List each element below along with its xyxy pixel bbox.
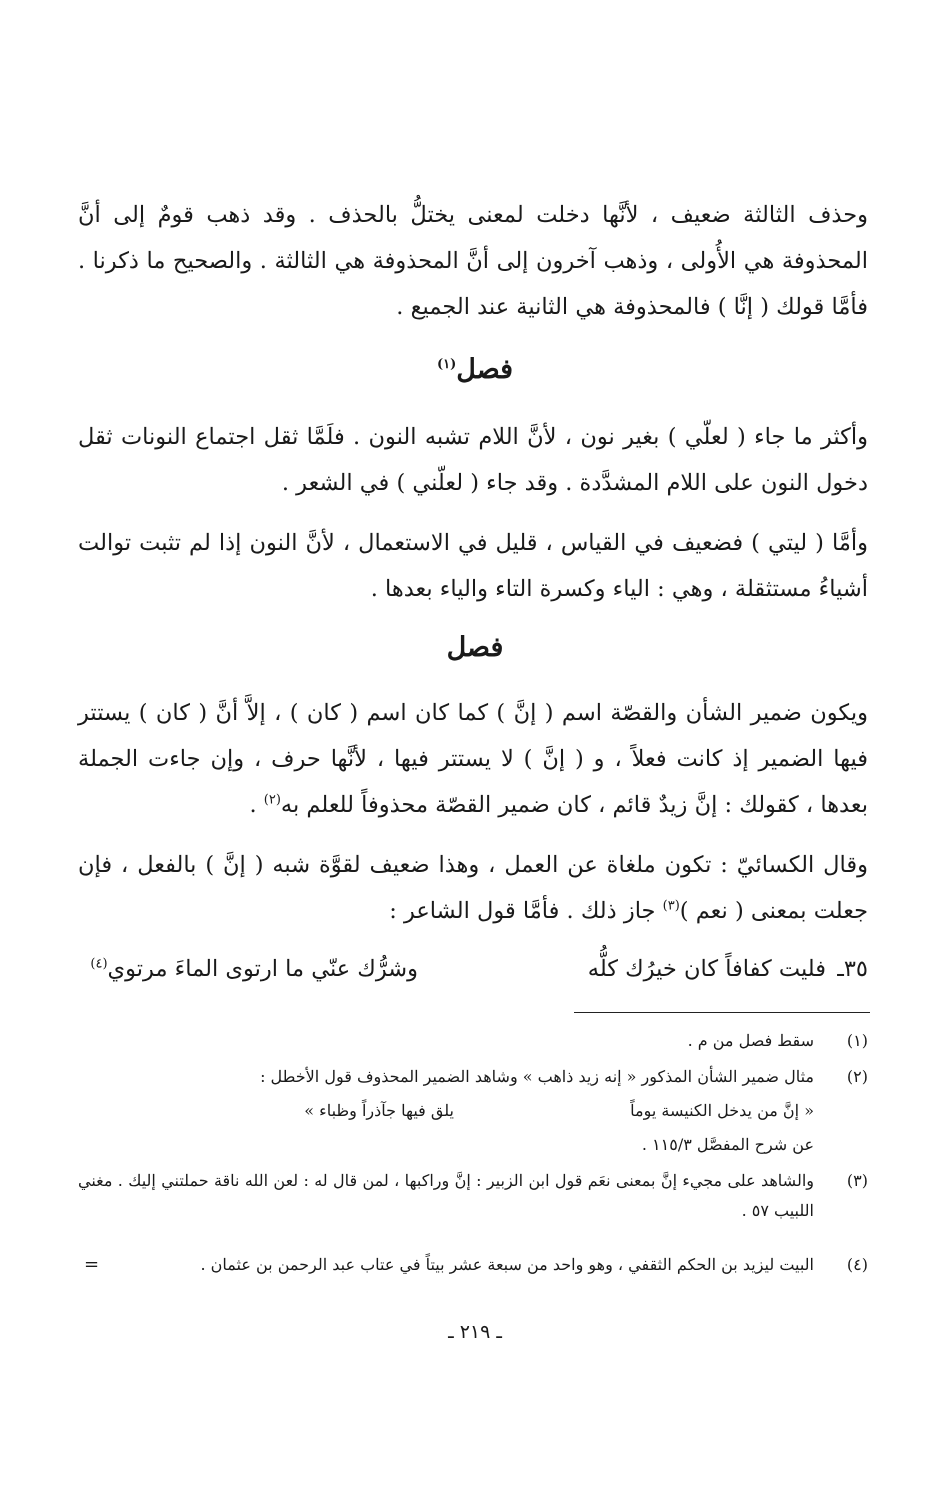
footnote-text: سقط فصل من م .: [687, 1031, 814, 1050]
paragraph-5-text: وقال الكسائيّ : تكون ملغاة عن العمل ، وهذا ضعيف لقوَّة شبه ( إنَّ ) بالفعل ، فإن جعلت بمعنى ( نعم ): [78, 852, 868, 924]
footnote-source-text: عن شرح المفصَّل ١١٥/٣ .: [641, 1135, 814, 1154]
footnote-2-verse: [80, 1096, 814, 1126]
footnote-divider: [574, 1012, 870, 1013]
verse-first-hemistich: فليت كفافاً كان خيرُك كلُّه: [587, 956, 826, 982]
footnote-4: [78, 1250, 868, 1280]
footnote-1: [78, 1026, 868, 1056]
paragraph-5-end: جاز ذلك . فأمَّا قول الشاعر :: [389, 898, 663, 924]
footnote-2: [78, 1062, 868, 1092]
paragraph-1: وحذف الثالثة ضعيف ، لأنَّها دخلت لمعنى يختلُّ بالحذف . وقد ذهب قومٌ إلى أنَّ المحذوفة هي الأُولى ، وذهب آخرون إلى أنَّ المحذوفة هي الثالثة . والصحيح ما ذكرنا . فأمَّا قولك ( إنَّا ) فالمحذوفة هي الثانية عند الجميع .: [78, 202, 868, 320]
footnote-marker: (١): [436, 357, 457, 372]
footnote-verse-first: « إنَّ من يدخل الكنيسة يوماً: [630, 1101, 814, 1120]
footnote-number: (١): [846, 1031, 868, 1050]
continuation-mark: =: [84, 1254, 100, 1275]
footnote-text: مثال ضمير الشأن المذكور « إنه زيد ذاهب » وشاهد الضمير المحذوف قول الأخطل :: [260, 1067, 814, 1086]
footnote-text: والشاهد على مجيء إنَّ بمعنى نعَم قول ابن الزبير : إنَّ وراكبها ، لمن قال له : لعن الله ناقة حملتني إليك . مغني اللبيب ٥٧ .: [78, 1171, 814, 1220]
footnote-marker: (٢): [263, 792, 281, 808]
verse-second-hemistich: [90, 946, 418, 992]
section-heading-2: فصل: [446, 632, 504, 663]
paragraph-2: وأكثر ما جاء ( لعلّي ) بغير نون ، لأنَّ اللام تشبه النون . فلَمَّا ثقل اجتماع النونات ثقل دخول النون على اللام المشدَّدة . وقد جاء ( لعلّني ) في الشعر .: [78, 424, 868, 496]
section-heading-1: [0, 350, 950, 390]
paragraph-4-text: ويكون ضمير الشأن والقصّة اسم ( إنَّ ) كما كان اسم ( كان ) ، إلاَّ أنَّ ( كان ) يستتر فيها الضمير إذ كانت فعلاً ، و ( إنَّ ) لا يستتر فيها ، لأنَّها حرف ، وإن جاءت الجملة بعدها ، كقولك : إنَّ زيدٌ قائم ، كان ضمير القصّة محذوفاً للعلم به: [78, 700, 868, 818]
paragraph-4-end: .: [249, 792, 264, 818]
footnote-3: [78, 1166, 868, 1226]
footnote-2-source: [78, 1130, 868, 1160]
footnote-marker: (٣): [662, 898, 680, 914]
footnote-number: (٣): [846, 1171, 868, 1190]
footnote-verse-second: يلق فيها جآذراً وظباء »: [304, 1101, 454, 1120]
verse-number: ٣٥ـ: [837, 956, 868, 982]
paragraph-5: [78, 842, 868, 934]
heading-text: فصل: [456, 354, 514, 385]
paragraph-4: [78, 690, 868, 828]
poetry-verse: [78, 946, 868, 992]
page-number: ـ ٢١٩ ـ: [448, 1321, 502, 1343]
footnote-number: (٤): [846, 1255, 868, 1274]
paragraph-3: وأمَّا ( ليتي ) فضعيف في القياس ، قليل في الاستعمال ، لأنَّ النون إذا لم تثبت توالت أشياءُ مستثقلة ، وهي : الياء وكسرة التاء والياء بعدها .: [78, 530, 868, 602]
footnote-text: البيت ليزيد بن الحكم الثقفي ، وهو واحد من سبعة عشر بيتاً في عتاب عبد الرحمن بن عثمان .: [200, 1255, 814, 1274]
footnote-number: (٢): [846, 1067, 868, 1086]
hemistich-text: وشرُّك عنّي ما ارتوى الماءَ مرتوي: [107, 956, 418, 982]
footnote-marker: (٤): [90, 956, 108, 972]
